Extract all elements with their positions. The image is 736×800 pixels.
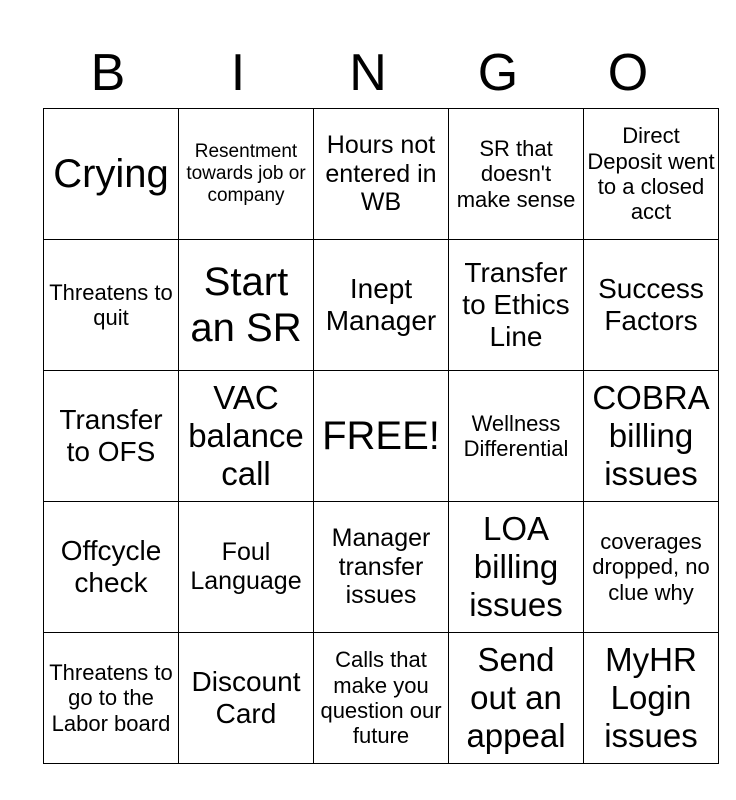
bingo-cell[interactable] [584, 240, 719, 371]
bingo-cell[interactable] [179, 633, 314, 764]
bingo-cell[interactable] [449, 502, 584, 633]
bingo-cell[interactable] [314, 502, 449, 633]
header-letter-g: G [477, 44, 519, 102]
free-space-label: FREE! [322, 414, 440, 458]
bingo-cell[interactable] [584, 371, 719, 502]
header-letter-n: N [349, 44, 387, 102]
cell-label: Threatens to go to the Labor board [49, 660, 173, 736]
cell-label: Transfer to Ethics Line [462, 256, 570, 353]
cell-label: Send out an appeal [466, 641, 566, 754]
bingo-cell[interactable] [449, 109, 584, 240]
cell-label: Success Factors [598, 272, 704, 336]
bingo-board [43, 108, 719, 764]
cell-label: Hours not entered in WB [325, 130, 437, 217]
bingo-cell[interactable] [44, 371, 179, 502]
board-row-4 [44, 502, 719, 633]
bingo-cell[interactable] [179, 240, 314, 371]
cell-label: MyHR Login issues [604, 641, 698, 754]
bingo-cell[interactable] [179, 502, 314, 633]
bingo-cell[interactable] [179, 109, 314, 240]
bingo-cell[interactable] [314, 109, 449, 240]
bingo-cell[interactable] [584, 633, 719, 764]
board-row-1 [44, 109, 719, 240]
bingo-header [43, 40, 693, 106]
board-row-3 [44, 371, 719, 502]
bingo-cell[interactable] [449, 371, 584, 502]
board-row-2 [44, 240, 719, 371]
cell-label: coverages dropped, no clue why [592, 529, 710, 605]
bingo-cell[interactable] [584, 502, 719, 633]
free-space-cell[interactable] [314, 371, 449, 502]
bingo-cell[interactable] [449, 240, 584, 371]
bingo-cell[interactable] [44, 240, 179, 371]
bingo-cell[interactable] [314, 240, 449, 371]
bingo-cell[interactable] [44, 633, 179, 764]
header-letter-b: B [90, 44, 126, 102]
cell-label: Start an SR [190, 260, 302, 350]
board-row-5 [44, 633, 719, 764]
cell-label: COBRA billing issues [592, 379, 710, 492]
header-letter-i: I [230, 44, 246, 102]
cell-label: Direct Deposit went to a closed acct [587, 123, 715, 225]
cell-label: Manager transfer issues [331, 523, 431, 610]
cell-label: Foul Language [190, 538, 302, 595]
cell-label: Inept Manager [325, 272, 437, 336]
cell-label: Calls that make you question our future [320, 647, 442, 749]
bingo-cell[interactable] [44, 109, 179, 240]
header-letter-o: O [607, 44, 649, 102]
cell-label: Wellness Differential [463, 410, 569, 461]
bingo-cell[interactable] [44, 502, 179, 633]
bingo-cell[interactable] [314, 633, 449, 764]
bingo-cell[interactable] [179, 371, 314, 502]
cell-label: VAC balance call [188, 379, 304, 492]
bingo-cell[interactable] [584, 109, 719, 240]
cell-label: Transfer to OFS [59, 403, 163, 467]
cell-label: Offcycle check [60, 534, 162, 598]
cell-label: Crying [53, 152, 169, 196]
cell-label: Discount Card [191, 665, 301, 729]
cell-label: Resentment towards job or company [186, 141, 306, 206]
bingo-cell[interactable] [449, 633, 584, 764]
cell-label: LOA billing issues [469, 510, 563, 623]
cell-label: Threatens to quit [49, 279, 173, 330]
cell-label: SR that doesn't make sense [456, 136, 576, 212]
